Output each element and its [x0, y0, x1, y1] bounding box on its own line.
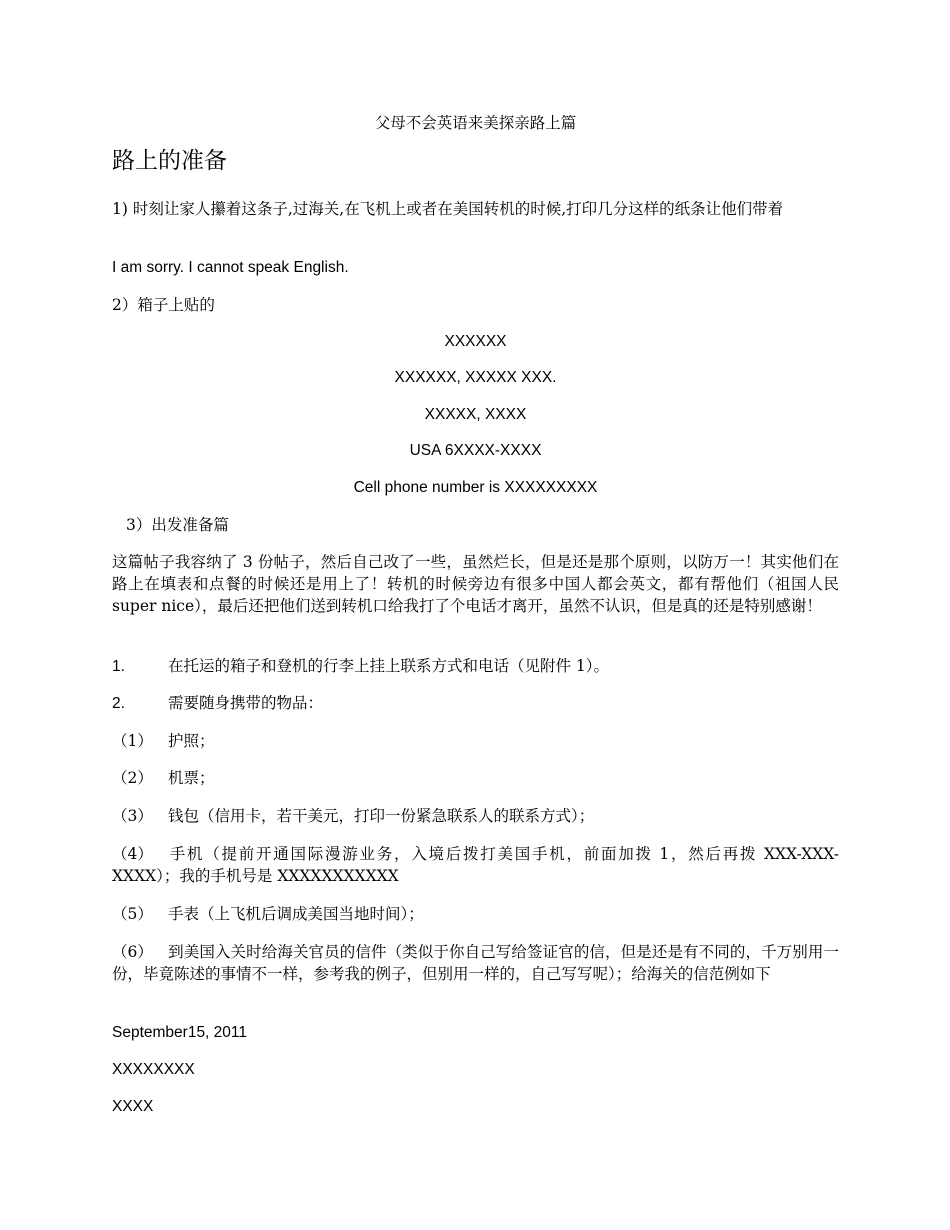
address-line-4: USA 6XXXX-XXXX — [409, 442, 542, 459]
list-item — [112, 941, 839, 985]
document-title: 父母不会英语来美探亲路上篇 — [374, 114, 577, 132]
list-item-text: 手机（提前开通国际漫游业务，入境后拨打美国手机，前面加拨 1，然后再拨 XXX-XXX-XXXX）；我的手机号是 XXXXXXXXXXX — [112, 845, 839, 885]
list-item-number: （5） — [112, 905, 153, 923]
list-item-text: 到美国入关时给海关官员的信件（类似于你自己写给签证官的信，但是还是有不同的，千万别用一份，毕竟陈述的事情不一样，参考我的例子，但别用一样的，自己写写呢）；给海关的信范例如下 — [112, 943, 839, 983]
list-item-text: 手表（上飞机后调成美国当地时间）； — [168, 905, 424, 923]
numbered-item-text: 需要随身携带的物品： — [168, 694, 324, 712]
list-item — [112, 843, 839, 887]
list-item — [112, 767, 839, 789]
list-item-number: （4） — [112, 845, 153, 863]
section-heading: 路上的准备 — [112, 148, 227, 174]
letter-line-1: XXXXXXXX — [112, 1061, 195, 1078]
address-line-3: XXXXX, XXXX — [424, 406, 527, 423]
list-item-number: （6） — [112, 943, 153, 961]
list-item-text: 护照； — [168, 732, 215, 750]
list-item-number: （3） — [112, 807, 153, 825]
sorry-note: I am sorry. I cannot speak English. — [112, 259, 349, 276]
address-line-2: XXXXXX, XXXXX XXX. — [394, 369, 557, 386]
numbered-item — [112, 692, 839, 715]
item-3-text: 3）出发准备篇 — [126, 516, 229, 534]
list-item-number: （1） — [112, 732, 153, 750]
numbered-item-text: 在托运的箱子和登机的行李上挂上联系方式和电话（见附件 1）。 — [168, 657, 610, 675]
address-line-1: XXXXXX — [444, 333, 507, 350]
item-2-text: 2）箱子上贴的 — [112, 296, 215, 314]
list-item-number: （2） — [112, 769, 153, 787]
item-1-text: 1) 时刻让家人攥着这条子,过海关,在飞机上或者在美国转机的时候,打印几分这样的纸条让他们带着 — [112, 200, 784, 218]
list-item-text: 机票； — [168, 769, 215, 787]
list-item — [112, 805, 839, 827]
list-item — [112, 730, 839, 752]
list-item — [112, 903, 839, 925]
letter-line-2: XXXX — [112, 1098, 154, 1115]
intro-paragraph: 这篇帖子我容纳了 3 份帖子，然后自己改了一些，虽然烂长，但是还是那个原则，以防万一！其实他们在路上在填表和点餐的时候还是用上了！转机的时候旁边有很多中国人都会英文，都有帮他们（祖国人民 super nice），最后还把他们送到转机口给我打了个电话才离开，虽然不认识，但是真的还是特别感谢！ — [112, 553, 839, 615]
numbered-item-number: 2. — [112, 695, 125, 712]
list-item-text: 钱包（信用卡，若干美元，打印一份紧急联系人的联系方式）； — [168, 807, 595, 825]
address-line-5: Cell phone number is XXXXXXXXX — [353, 479, 598, 496]
numbered-item — [112, 655, 839, 678]
letter-date: September15, 2011 — [112, 1024, 248, 1041]
numbered-item-number: 1. — [112, 658, 125, 675]
